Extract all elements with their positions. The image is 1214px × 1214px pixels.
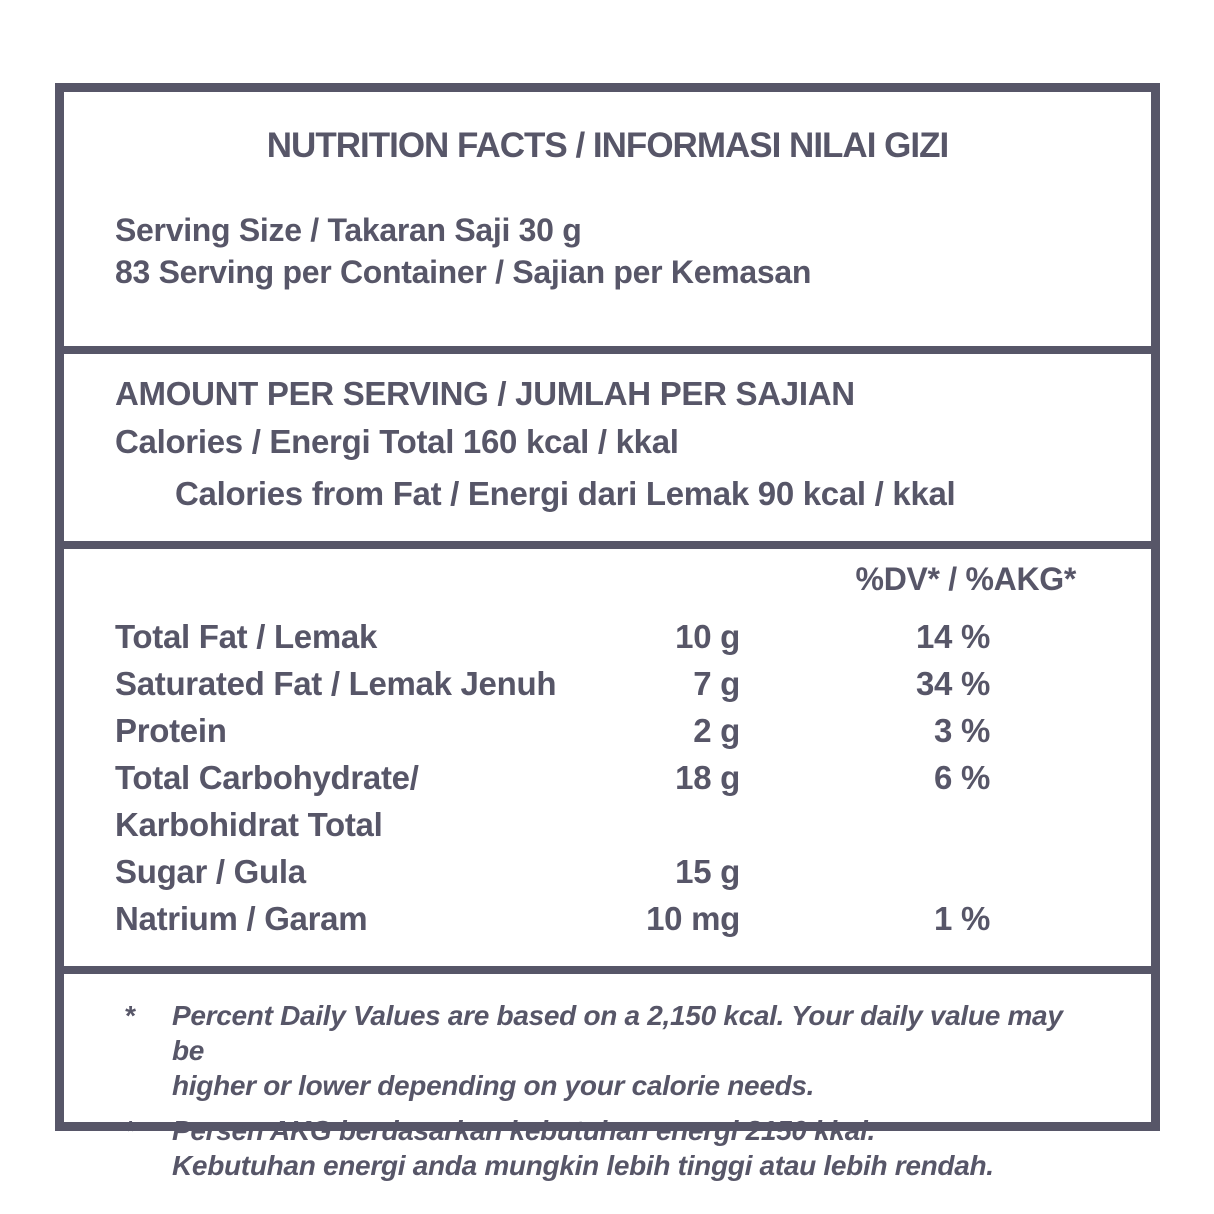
nutrient-row-protein [64,707,1151,754]
nutrient-dv: 6 % [934,759,990,796]
nutrient-name: Sugar / Gula [115,853,306,890]
daily-value-header: %DV* / %AKG* [855,561,1076,597]
footnote-line: Persen AKG berdasarkan kebutuhan energi 2150 kkal. [172,1115,875,1146]
nutrient-dv: 3 % [934,712,990,749]
serving-size-line: Serving Size / Takaran Saji 30 g [115,212,582,248]
footnote-text [172,1113,1096,1183]
servings-per-container-line: 83 Serving per Container / Sajian per Kemasan [115,254,812,290]
nutrient-name [115,754,610,848]
footnote-line: higher or lower depending on your calorie needs. [172,1070,815,1101]
nutrient-name: Total Fat / Lemak [115,618,378,655]
nutrients-section [64,541,1151,966]
nutrient-row-natrium [64,895,1151,942]
nutrient-amount: 10 mg [646,900,740,937]
nutrient-row-sugar [64,848,1151,895]
nutrient-dv: 14 % [915,618,990,655]
nutrient-dv: 34 % [915,665,990,702]
nutrient-amount: 18 g [675,759,740,796]
footnote-line: Kebutuhan energi anda mungkin lebih tinggi atau lebih rendah. [172,1150,994,1181]
nutrient-amount: 2 g [693,712,740,749]
nutrient-row-total-fat [64,613,1151,660]
nutrition-label [55,83,1160,1181]
nutrient-row-saturated-fat [64,660,1151,707]
nutrient-name-line2: Karbohidrat Total [115,806,383,843]
footnotes-section [64,966,1151,1181]
nutrient-name: Natrium / Garam [115,900,368,937]
footnote-marker: * [124,1000,135,1031]
nutrient-name: Protein [115,712,227,749]
nutrient-name: Saturated Fat / Lemak Jenuh [115,665,557,702]
nutrient-dv: 1 % [934,900,990,937]
footnote-marker: * [124,1115,135,1146]
calories-line: Calories / Energi Total 160 kcal / kkal [115,423,679,460]
footnote-daily-values [64,998,1151,1103]
nutrient-name-line1: Total Carbohydrate/ [115,759,419,796]
label-title: NUTRITION FACTS / INFORMASI NILAI GIZI [266,126,949,165]
nutrient-row-total-carbohydrate [64,754,1151,848]
calories-from-fat-line: Calories from Fat / Energi dari Lemak 90 kcal / kkal [175,475,956,512]
footnote-text [172,998,1096,1103]
footnote-line: Percent Daily Values are based on a 2,150 kcal. Your daily value may be [172,1000,1063,1066]
serving-section [64,128,1151,346]
amount-per-serving-heading: AMOUNT PER SERVING / JUMLAH PER SAJIAN [115,375,855,412]
nutrient-rows [64,613,1151,942]
nutrient-amount: 10 g [675,618,740,655]
nutrient-amount: 15 g [675,853,740,890]
nutrient-amount: 7 g [693,665,740,702]
footnote-persen-akg [64,1113,1151,1183]
amount-per-serving-section [64,346,1151,541]
